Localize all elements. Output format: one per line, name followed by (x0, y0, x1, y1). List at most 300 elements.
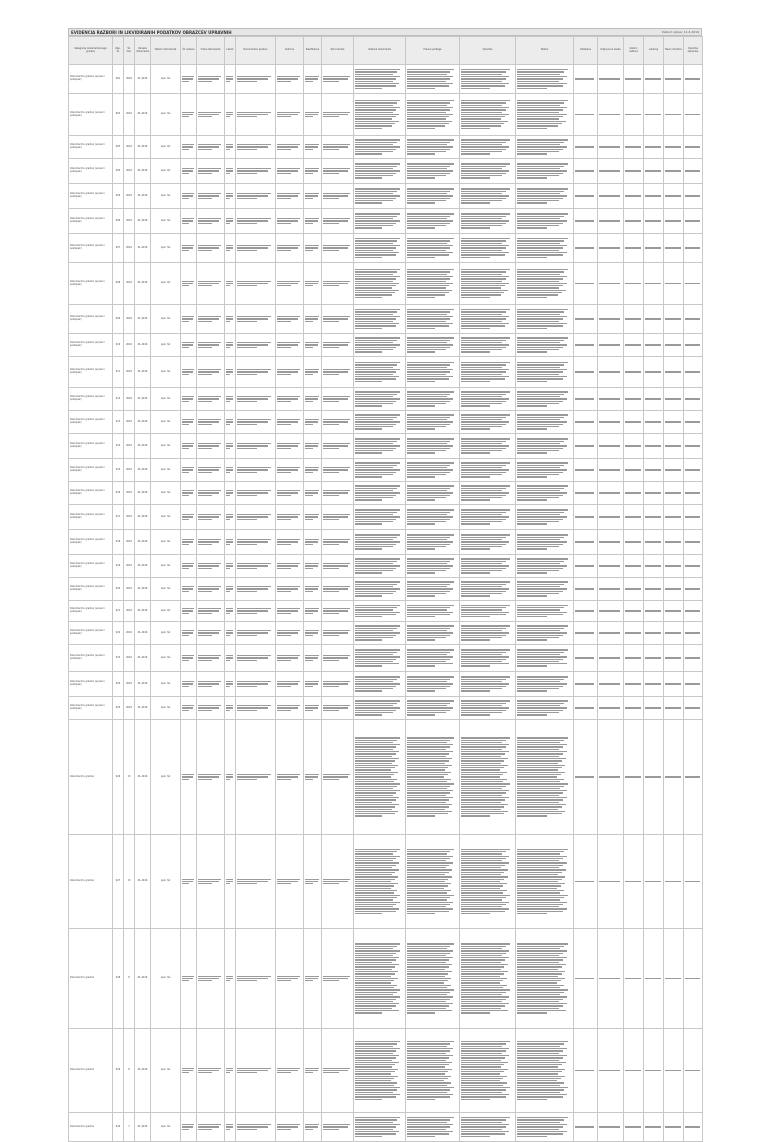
text-lines (625, 146, 642, 147)
text-line (517, 105, 560, 106)
cell-text-filler (236, 184, 276, 209)
text-line (355, 703, 397, 704)
text-lines (685, 318, 701, 319)
text-line (198, 883, 212, 884)
text-line (355, 688, 393, 689)
text-line (461, 274, 502, 275)
cell-text-filler (276, 697, 304, 720)
text-line (182, 568, 189, 569)
text-line (517, 862, 567, 863)
text-line (517, 593, 559, 594)
cell-text-filler (598, 482, 624, 505)
text-line (461, 283, 509, 284)
text-line (517, 443, 560, 444)
cell-text-filler (684, 1029, 703, 1113)
text-lines (198, 245, 223, 251)
text-line (355, 328, 382, 329)
text-line (355, 1087, 400, 1088)
text-lines (407, 438, 458, 453)
text-lines (237, 976, 274, 982)
text-line (461, 497, 502, 498)
text-line (182, 610, 193, 611)
text-lines (625, 1126, 642, 1127)
text-line (355, 452, 382, 453)
text-line (407, 815, 435, 816)
text-line (182, 1126, 193, 1127)
text-line (355, 788, 393, 789)
text-line (355, 892, 394, 893)
text-line (517, 465, 564, 466)
text-line (355, 362, 400, 363)
text-line (461, 521, 502, 522)
text-line (198, 247, 219, 248)
text-line (355, 902, 400, 903)
cell-text-filler (664, 672, 684, 697)
text-line (517, 953, 563, 954)
cell-text-filler (322, 835, 354, 929)
text-line (355, 318, 396, 319)
cell-text-filler (460, 434, 516, 459)
text-line (237, 608, 271, 609)
text-line (226, 220, 233, 221)
text-line (226, 519, 230, 520)
text-line (645, 978, 661, 979)
text-line (226, 1070, 233, 1071)
text-line (517, 163, 568, 164)
text-lines (226, 976, 234, 982)
text-lines (685, 247, 701, 248)
text-line (407, 853, 447, 854)
text-lines (685, 565, 701, 566)
text-line (305, 347, 313, 348)
text-line (461, 376, 509, 377)
text-lines (226, 193, 234, 199)
text-line (407, 271, 450, 272)
cell-text-filler (684, 411, 703, 434)
cell-text-filler (684, 505, 703, 530)
cell-text-filler (644, 530, 664, 555)
text-lines (277, 467, 302, 473)
text-line (517, 488, 564, 489)
cell-text-filler (406, 334, 460, 357)
text-line (407, 521, 446, 522)
cell-text-filler (516, 184, 574, 209)
text-lines (277, 245, 302, 251)
text-lines (305, 608, 320, 614)
cell-text-filler (276, 1029, 304, 1113)
text-line (461, 614, 506, 615)
text-line (407, 639, 435, 640)
text-line (277, 655, 300, 656)
text-lines (665, 978, 682, 979)
text-line (517, 639, 547, 640)
text-line (226, 112, 233, 113)
text-line (305, 519, 313, 520)
text-lines (461, 700, 514, 715)
text-line (517, 710, 563, 711)
text-line (517, 499, 547, 500)
cell-text-filler (354, 530, 406, 555)
table-row (69, 65, 703, 94)
text-lines (625, 516, 642, 517)
text-line (645, 632, 661, 633)
cell-text-filler (664, 835, 684, 929)
text-line (355, 351, 382, 352)
text-line (517, 548, 547, 549)
text-line (407, 539, 447, 540)
text-line (461, 321, 502, 322)
cell-text-filler (684, 357, 703, 388)
text-line (685, 565, 700, 566)
text-line (517, 492, 567, 493)
text-line (461, 625, 510, 626)
cell-text-filler (197, 555, 225, 578)
cell-text-filler (181, 357, 197, 388)
text-line (226, 195, 233, 196)
cell-text-filler (598, 555, 624, 578)
text-lines (407, 69, 458, 89)
text-line (182, 686, 189, 687)
text-line (685, 610, 700, 611)
text-line (407, 703, 450, 704)
text-line (407, 283, 453, 284)
text-line (517, 472, 563, 473)
text-line (355, 450, 393, 451)
text-lines (198, 193, 223, 199)
text-line (355, 193, 393, 194)
text-line (182, 112, 194, 113)
text-line (685, 195, 700, 196)
text-line (237, 565, 268, 566)
text-line (517, 1062, 566, 1063)
text-line (305, 112, 319, 113)
text-line (355, 398, 400, 399)
text-line (407, 1076, 451, 1077)
text-line (517, 401, 563, 402)
text-line (461, 783, 510, 784)
text-line (277, 245, 300, 246)
text-line (461, 78, 506, 79)
text-line (305, 114, 318, 115)
text-line (355, 897, 397, 898)
cell-text-filler (304, 720, 322, 835)
text-line (461, 325, 505, 326)
cell-text-filler (406, 234, 460, 263)
text-line (407, 737, 454, 738)
text-lines (461, 269, 514, 298)
cell-text-filler (354, 94, 406, 136)
cell-doc: 2016 (124, 184, 135, 209)
cell-text-filler (304, 234, 322, 263)
text-line (461, 1005, 505, 1006)
text-line (407, 686, 450, 687)
text-line (355, 243, 393, 244)
text-lines (237, 467, 274, 473)
text-lines (517, 213, 572, 228)
cell-text-filler (354, 645, 406, 672)
text-lines (645, 657, 662, 658)
cell-text-filler (406, 65, 460, 94)
text-lines (575, 541, 596, 542)
cell-text-filler (644, 184, 664, 209)
text-line (277, 76, 300, 77)
text-line (461, 753, 505, 754)
text-line (198, 1068, 221, 1069)
text-line (355, 737, 400, 738)
text-line (305, 467, 319, 468)
text-line (575, 683, 594, 684)
cell-text-filler (684, 720, 703, 835)
cell-text-filler (322, 357, 354, 388)
text-lines (182, 168, 195, 174)
cell-id: 01-2016 (135, 622, 151, 645)
text-line (461, 285, 505, 286)
text-line (226, 245, 233, 246)
text-line (355, 516, 400, 517)
text-lines (277, 218, 302, 224)
text-line (323, 539, 350, 540)
cell-doc: 2016 (124, 94, 135, 136)
text-line (575, 565, 594, 566)
text-line (305, 369, 319, 370)
text-line (355, 879, 395, 880)
cell-text-filler (354, 136, 406, 159)
text-lines (685, 445, 701, 446)
cell-text-filler (304, 645, 322, 672)
cell-text-filler (406, 601, 460, 622)
text-line (407, 908, 453, 909)
cell-text-filler (354, 65, 406, 94)
text-line (461, 1124, 509, 1125)
text-line (625, 1070, 641, 1071)
cell-text-filler (197, 159, 225, 184)
text-line (461, 874, 501, 875)
cell-text-filler (406, 434, 460, 459)
text-line (517, 908, 567, 909)
text-line (355, 254, 396, 255)
cell-text-filler (624, 1113, 644, 1142)
text-line (407, 269, 454, 270)
text-line (517, 144, 560, 145)
text-line (517, 982, 557, 983)
text-line (407, 630, 447, 631)
text-line (461, 311, 506, 312)
text-line (305, 610, 318, 611)
text-line (355, 758, 399, 759)
text-line (407, 495, 450, 496)
cell-text-filler (276, 234, 304, 263)
text-lines (665, 516, 682, 517)
text-line (355, 325, 396, 326)
cell-text-filler (574, 530, 598, 555)
text-line (323, 710, 339, 711)
text-line (305, 1070, 318, 1071)
text-line (323, 660, 339, 661)
cell-id: 01-2016 (135, 263, 151, 305)
text-line (237, 613, 257, 614)
text-line (461, 765, 508, 766)
text-line (226, 193, 233, 194)
text-line (355, 1122, 393, 1123)
text-line (237, 881, 268, 882)
cell-category: Dokumentno gradivo (upravni postopek) (69, 136, 113, 159)
text-line (407, 421, 453, 422)
text-line (182, 469, 193, 470)
text-line (685, 220, 700, 221)
text-line (198, 198, 212, 199)
text-line (517, 1136, 547, 1137)
text-lines (355, 238, 404, 258)
text-line (407, 665, 435, 666)
text-lines (517, 362, 572, 382)
text-line (407, 362, 454, 363)
text-line (407, 116, 449, 117)
cell-number: 003 (113, 136, 124, 159)
text-line (517, 88, 547, 89)
text-line (599, 114, 620, 115)
cell-text-filler (225, 505, 236, 530)
text-line (517, 558, 568, 559)
text-line (461, 1085, 503, 1086)
text-lines (305, 976, 320, 982)
text-line (407, 294, 445, 295)
cell-text-filler (574, 1029, 598, 1113)
text-line (517, 321, 559, 322)
text-lines (182, 218, 195, 224)
text-line (407, 635, 450, 636)
text-line (599, 220, 620, 221)
text-line (517, 612, 567, 613)
text-line (277, 472, 291, 473)
text-line (407, 1062, 452, 1063)
text-line (355, 1050, 396, 1051)
text-line (355, 462, 400, 463)
text-line (461, 635, 506, 636)
text-line (517, 1012, 547, 1013)
text-lines (685, 146, 701, 147)
text-lines (625, 283, 642, 284)
text-line (517, 999, 563, 1000)
text-line (323, 472, 339, 473)
text-line (355, 250, 393, 251)
text-line (461, 512, 506, 513)
cell-text-filler (644, 305, 664, 334)
text-lines (323, 193, 352, 199)
text-lines (198, 168, 223, 174)
text-lines (277, 1068, 302, 1074)
text-line (198, 374, 212, 375)
text-line (517, 980, 561, 981)
text-line (517, 595, 547, 596)
text-line (461, 767, 504, 768)
text-line (237, 660, 257, 661)
text-line (461, 417, 506, 418)
text-line (407, 175, 446, 176)
text-line (237, 492, 268, 493)
text-line (198, 710, 212, 711)
text-line (355, 467, 393, 468)
text-line (407, 1119, 450, 1120)
text-line (461, 563, 502, 564)
text-line (461, 309, 510, 310)
text-line (226, 657, 233, 658)
text-lines (277, 586, 302, 592)
text-line (517, 1066, 558, 1067)
text-line (355, 69, 400, 70)
text-line (226, 881, 233, 882)
text-line (461, 955, 502, 956)
text-line (323, 588, 348, 589)
text-line (461, 342, 502, 343)
cell-id: 01-2016 (135, 645, 151, 672)
text-line (198, 1129, 212, 1130)
cell-text-filler (304, 65, 322, 94)
text-lines (237, 608, 274, 614)
text-line (461, 250, 502, 251)
text-lines (355, 1117, 404, 1137)
text-lines (685, 776, 701, 777)
text-line (323, 448, 339, 449)
text-line (599, 978, 620, 979)
text-line (407, 443, 447, 444)
text-line (407, 1048, 453, 1049)
text-line (461, 347, 506, 348)
text-line (237, 490, 271, 491)
text-line (277, 541, 298, 542)
text-line (407, 806, 449, 807)
text-line (517, 681, 560, 682)
text-line (198, 398, 219, 399)
cell-text-filler (574, 334, 598, 357)
text-lines (355, 485, 404, 500)
cell-text-filler (236, 434, 276, 459)
cell-text-filler (664, 357, 684, 388)
text-line (407, 1124, 453, 1125)
text-line (665, 398, 681, 399)
text-lines (182, 144, 195, 150)
cell-text-filler (322, 482, 354, 505)
table-row (69, 835, 703, 929)
text-lines (461, 100, 514, 129)
text-line (517, 605, 568, 606)
text-line (461, 118, 501, 119)
cell-number: 011 (113, 357, 124, 388)
text-line (355, 959, 396, 960)
text-line (237, 281, 271, 282)
text-lines (355, 69, 404, 89)
text-line (625, 344, 641, 345)
text-lines (226, 655, 234, 661)
text-line (237, 81, 257, 82)
text-line (599, 541, 620, 542)
cell-category: Dokumentno gradivo (upravni postopek) (69, 357, 113, 388)
text-line (237, 424, 257, 425)
cell-text-filler (181, 94, 197, 136)
text-line (355, 639, 382, 640)
text-line (407, 763, 445, 764)
text-line (461, 712, 502, 713)
text-line (517, 913, 547, 914)
text-line (461, 654, 502, 655)
text-line (277, 707, 298, 708)
text-lines (461, 1041, 514, 1100)
cell-text-filler (276, 357, 304, 388)
text-line (198, 1070, 219, 1071)
text-line (407, 1089, 450, 1090)
cell-doc: 2016 (124, 645, 135, 672)
text-lines (517, 534, 572, 549)
cell-text-filler (460, 505, 516, 530)
